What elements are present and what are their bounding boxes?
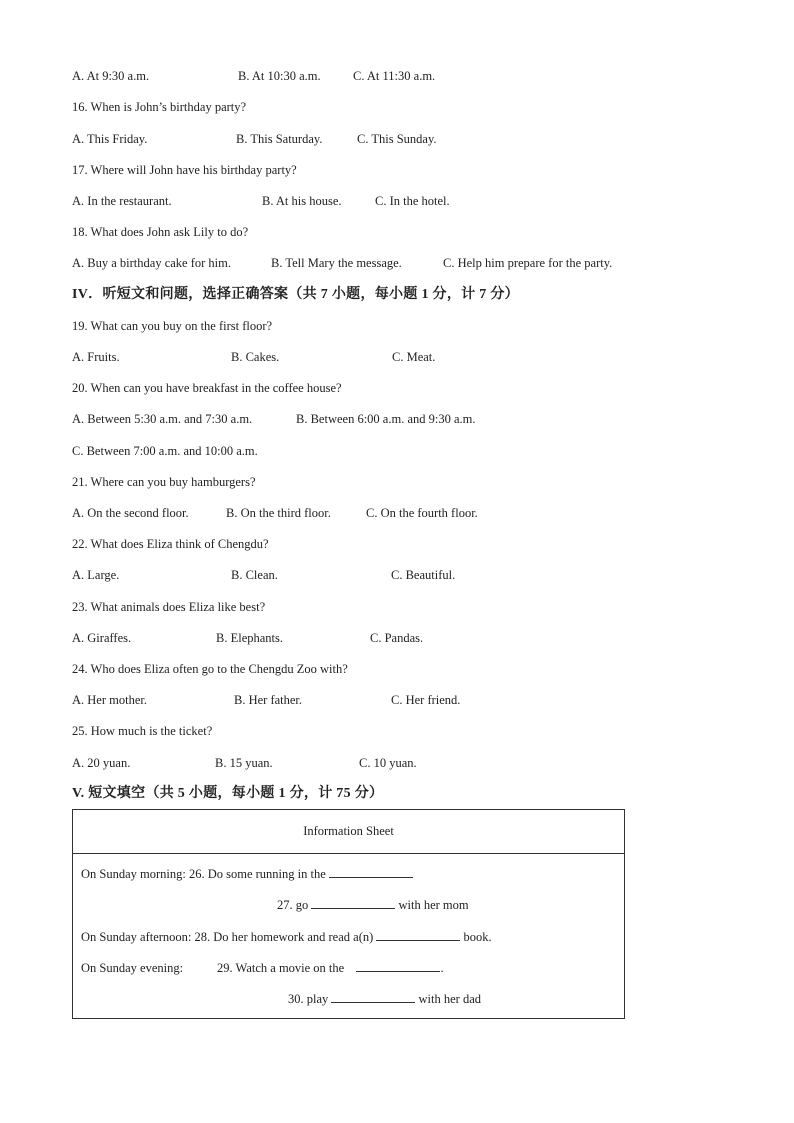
q20-option-a: A. Between 5:30 a.m. and 7:30 a.m. bbox=[72, 412, 253, 426]
blank-28[interactable] bbox=[376, 929, 460, 941]
sheet-row-27-post: with her mom bbox=[398, 898, 469, 912]
q20-option-b: B. Between 6:00 a.m. and 9:30 a.m. bbox=[296, 412, 476, 426]
q18-option-a: A. Buy a birthday cake for him. bbox=[72, 256, 231, 270]
sheet-row-26 bbox=[81, 866, 413, 882]
sheet-row-27-pre: 27. go bbox=[277, 898, 309, 912]
q24-question: 24. Who does Eliza often go to the Chengdu Zoo with? bbox=[72, 662, 348, 676]
q15-option-b: B. At 10:30 a.m. bbox=[238, 69, 321, 83]
q19-option-b: B. Cakes. bbox=[231, 350, 280, 364]
q16-option-b: B. This Saturday. bbox=[236, 132, 323, 146]
q16-option-a: A. This Friday. bbox=[72, 132, 148, 146]
sheet-row-30-pre: 30. play bbox=[288, 992, 329, 1006]
q18-option-c: C. Help him prepare for the party. bbox=[443, 256, 613, 270]
sheet-row-30-post: with her dad bbox=[418, 992, 482, 1006]
q25-option-b: B. 15 yuan. bbox=[215, 756, 273, 770]
sheet-row-29-post: . bbox=[440, 961, 444, 975]
q22-option-c: C. Beautiful. bbox=[391, 568, 456, 582]
q17-option-c: C. In the hotel. bbox=[375, 194, 450, 208]
information-sheet-title: Information Sheet bbox=[73, 810, 624, 854]
q16-question: 16. When is John’s birthday party? bbox=[72, 100, 247, 114]
sheet-row-27 bbox=[277, 897, 469, 913]
q21-option-b: B. On the third floor. bbox=[226, 506, 331, 520]
q18-option-b: B. Tell Mary the message. bbox=[271, 256, 402, 270]
q23-question: 23. What animals does Eliza like best? bbox=[72, 600, 266, 614]
q21-option-c: C. On the fourth floor. bbox=[366, 506, 478, 520]
information-sheet-table bbox=[72, 809, 625, 1019]
q19-option-c: C. Meat. bbox=[392, 350, 436, 364]
q19-option-a: A. Fruits. bbox=[72, 350, 120, 364]
sheet-row-29-pre: 29. Watch a movie on the bbox=[217, 961, 345, 975]
sheet-row-29-label: On Sunday evening: bbox=[81, 961, 184, 975]
blank-27[interactable] bbox=[311, 897, 395, 909]
q24-option-c: C. Her friend. bbox=[391, 693, 461, 707]
q20-question: 20. When can you have breakfast in the coffee house? bbox=[72, 381, 342, 395]
q25-question: 25. How much is the ticket? bbox=[72, 724, 213, 738]
q17-option-b: B. At his house. bbox=[262, 194, 342, 208]
q23-option-b: B. Elephants. bbox=[216, 631, 284, 645]
sheet-row-30 bbox=[288, 991, 481, 1007]
blank-29[interactable] bbox=[356, 960, 440, 972]
q25-option-c: C. 10 yuan. bbox=[359, 756, 417, 770]
q25-option-a: A. 20 yuan. bbox=[72, 756, 131, 770]
q17-question: 17. Where will John have his birthday party? bbox=[72, 163, 297, 177]
blank-26[interactable] bbox=[329, 866, 413, 878]
q22-question: 22. What does Eliza think of Chengdu? bbox=[72, 537, 269, 551]
sheet-row-28-pre: On Sunday afternoon: 28. Do her homework and read a(n) bbox=[81, 930, 374, 944]
q22-option-a: A. Large. bbox=[72, 568, 120, 582]
sheet-row-28 bbox=[81, 929, 492, 945]
sheet-row-29 bbox=[217, 960, 444, 976]
section-4-heading: IV．听短文和问题，选择正确答案（共 7 小题，每小题 1 分，计 7 分） bbox=[72, 287, 519, 302]
q17-option-a: A. In the restaurant. bbox=[72, 194, 172, 208]
q20-option-c: C. Between 7:00 a.m. and 10:00 a.m. bbox=[72, 444, 258, 458]
q15-option-c: C. At 11:30 a.m. bbox=[353, 69, 436, 83]
section-5-heading: V. 短文填空（共 5 小题，每小题 1 分，计 75 分） bbox=[72, 786, 384, 801]
q15-option-a: A. At 9:30 a.m. bbox=[72, 69, 150, 83]
q24-option-b: B. Her father. bbox=[234, 693, 303, 707]
q21-option-a: A. On the second floor. bbox=[72, 506, 189, 520]
sheet-row-28-post: book. bbox=[463, 930, 492, 944]
blank-30[interactable] bbox=[331, 991, 415, 1003]
q19-question: 19. What can you buy on the first floor? bbox=[72, 319, 273, 333]
q16-option-c: C. This Sunday. bbox=[357, 132, 437, 146]
q23-option-c: C. Pandas. bbox=[370, 631, 424, 645]
q22-option-b: B. Clean. bbox=[231, 568, 278, 582]
q24-option-a: A. Her mother. bbox=[72, 693, 147, 707]
q23-option-a: A. Giraffes. bbox=[72, 631, 132, 645]
q21-question: 21. Where can you buy hamburgers? bbox=[72, 475, 256, 489]
q18-question: 18. What does John ask Lily to do? bbox=[72, 225, 249, 239]
sheet-row-26-label: On Sunday morning: 26. Do some running in the bbox=[81, 867, 326, 881]
